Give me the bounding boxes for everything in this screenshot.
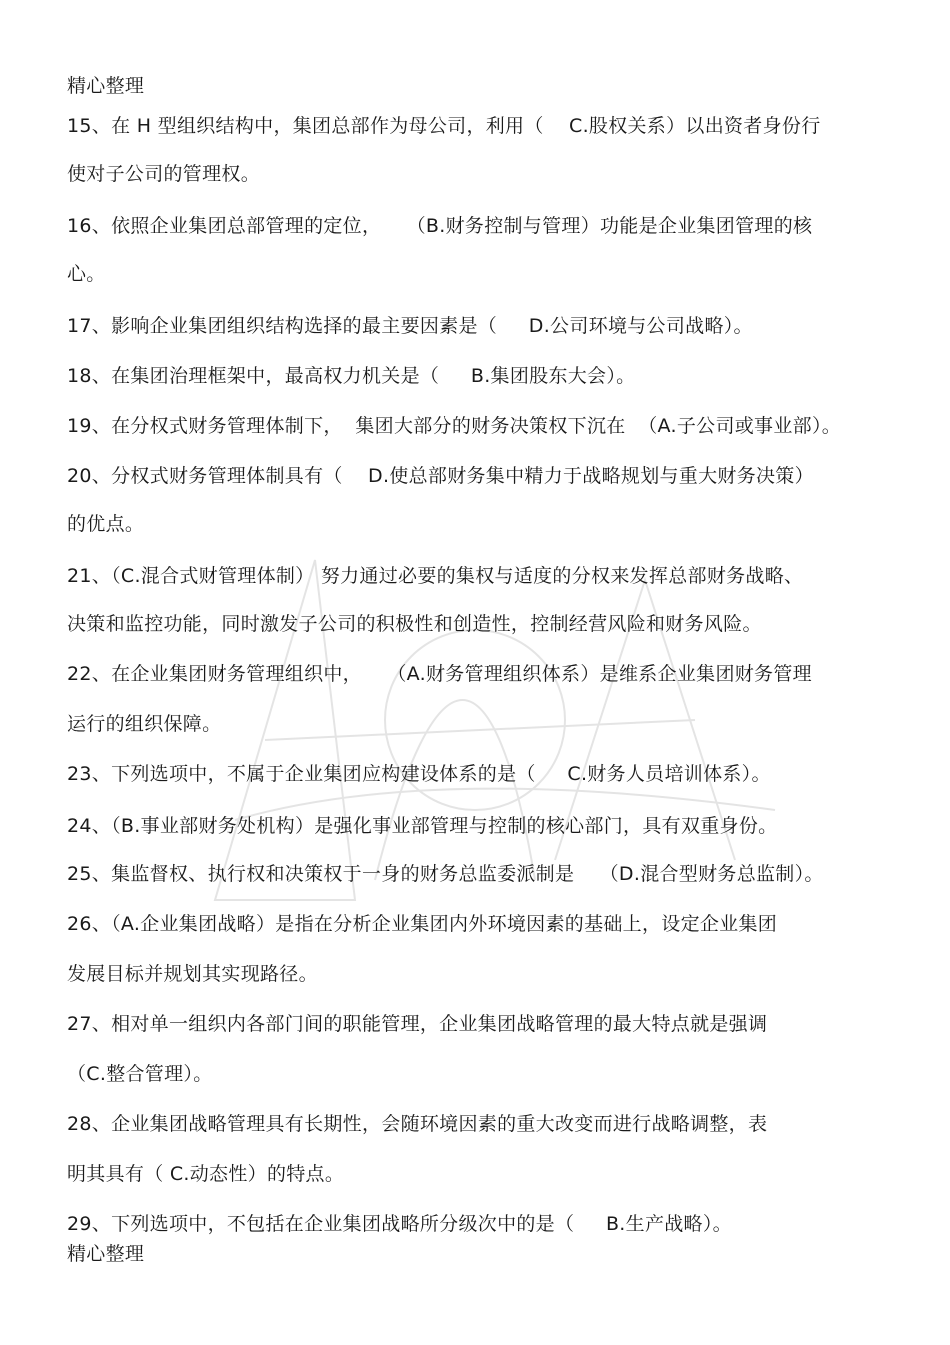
- text-line: 明其具有（ C.动态性）的特点。: [67, 1163, 345, 1185]
- text-line: 使对子公司的管理权。: [67, 163, 261, 185]
- text-line: 决策和监控功能，同时激发子公司的积极性和创造性，控制经营风险和财务风险。: [67, 613, 762, 635]
- text-line: 28、企业集团战略管理具有长期性，会随环境因素的重大改变而进行战略调整，表: [67, 1113, 768, 1135]
- text-line: 26、（A.企业集团战略）是指在分析企业集团内外环境因素的基础上，设定企业集团: [67, 913, 778, 935]
- text-line: 24、（B.事业部财务处机构）是强化事业部管理与控制的核心部门，具有双重身份。: [67, 815, 778, 837]
- text-line: 的优点。: [67, 513, 145, 535]
- page-header: 精心整理: [67, 75, 145, 97]
- text-line: 22、在企业集团财务管理组织中， （A.财务管理组织体系）是维系企业集团财务管理: [67, 663, 812, 685]
- text-line: （C.整合管理）。: [67, 1063, 213, 1085]
- text-line: 21、（C.混合式财管理体制） 努力通过必要的集权与适度的分权来发挥总部财务战略、: [67, 565, 804, 587]
- text-line: 运行的组织保障。: [67, 713, 222, 735]
- text-line: 发展目标并规划其实现路径。: [67, 963, 318, 985]
- text-line: 15、在 H 型组织结构中，集团总部作为母公司，利用（ C.股权关系）以出资者身份行: [67, 115, 821, 137]
- text-line: 25、集监督权、执行权和决策权于一身的财务总监委派制是 （D.混合型财务总监制）。: [67, 863, 824, 885]
- text-line: 29、下列选项中，不包括在企业集团战略所分级次中的是（ B.生产战略）。: [67, 1213, 732, 1235]
- text-line: 心。: [67, 263, 106, 285]
- text-line: 18、在集团治理框架中，最高权力机关是（ B.集团股东大会）。: [67, 365, 636, 387]
- text-line: 16、依照企业集团总部管理的定位， （B.财务控制与管理）功能是企业集团管理的核: [67, 215, 813, 237]
- text-line: 23、下列选项中，不属于企业集团应构建设体系的是（ C.财务人员培训体系）。: [67, 763, 771, 785]
- text-line: 20、分权式财务管理体制具有（ D.使总部财务集中精力于战略规划与重大财务决策）: [67, 465, 814, 487]
- page-footer: 精心整理: [67, 1243, 145, 1265]
- text-line: 17、影响企业集团组织结构选择的最主要因素是（ D.公司环境与公司战略）。: [67, 315, 753, 337]
- text-line: 19、在分权式财务管理体制下， 集团大部分的财务决策权下沉在 （A.子公司或事业部）。: [67, 415, 842, 437]
- text-line: 27、相对单一组织内各部门间的职能管理，企业集团战略管理的最大特点就是强调: [67, 1013, 768, 1035]
